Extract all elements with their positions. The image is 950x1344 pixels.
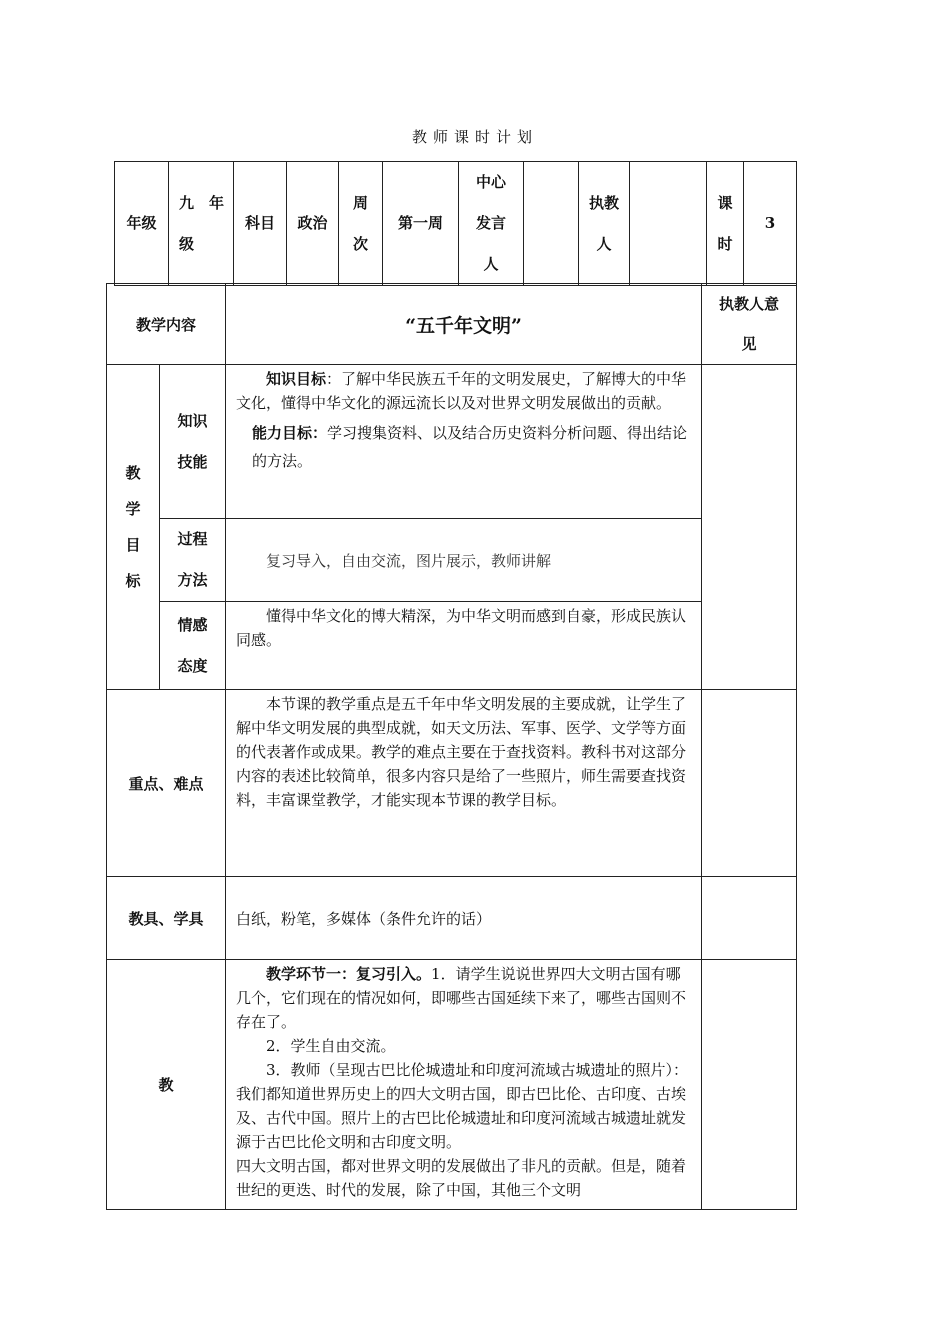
step3: 3．教师（呈现古巴比伦城遗址和印度河流域古城遗址的照片）：我们都知道世界历史上的四大文明古国，即古巴比伦、古印度、古埃及、古代中国。照片上的古巴比伦城遗址和印度河流域古城遗址就发源于古巴比伦文明和古印度文明。 [236,1061,689,1151]
speaker-label-line2: 发言 [475,214,506,232]
teacher-label-line1: 执教 [588,193,619,212]
tools-cell [226,877,702,960]
week-label-line2: 次 [352,234,368,253]
opinion-label [702,284,797,365]
objectives-char-3: 目 [125,536,141,554]
teaching-process-opinion-cell [702,960,797,1210]
tools-label: 教具、学具 [107,877,226,960]
week-value: 第一周 [383,162,459,286]
tools-text: 白纸，粉笔，多媒体（条件允许的话） [236,910,492,928]
process-cell [226,519,702,602]
teaching-process-label: 教 [107,960,226,1210]
objectives-char-1: 教 [125,464,141,482]
grade-value-line2: 级 [179,234,195,253]
knowledge-label-line2: 技能 [177,452,208,471]
speaker-label-line1: 中心 [475,173,506,191]
process-text: 复习导入，自由交流，图片展示，教师讲解 [266,552,552,570]
teacher-label [579,162,630,286]
emotion-label-line2: 态度 [177,656,208,675]
teacher-label-line2: 人 [596,234,612,253]
knowledge-label [160,365,226,519]
knowledge-goal-text: ：了解中华民族五千年的文明发展史，了解博大的中华文化，懂得中华文化的源远流长以及对世界文明发展做出的贡献。 [236,370,687,412]
process-label-line2: 方法 [177,571,208,589]
grade-value-line1: 九 年 [179,193,225,212]
objectives-label [107,365,160,690]
knowledge-goal [226,365,701,415]
key-points-text: 本节课的教学重点是五千年中华文明发展的主要成就，让学生了解中华文明发展的典型成就，如天文历法、军事、医学、文学等方面的代表著作或成果。教学的难点主要在于查找资料。教科书对这部分内容的表述比较简单，很多内容只是给了一些照片，师生需要查找资料，丰富课堂教学，才能实现本节课的教学目标。 [236,695,687,809]
knowledge-cell [226,365,702,519]
tools-opinion-cell [702,877,797,960]
document-title: 教师课时计划 [411,128,538,146]
step3-continued: 四大文明古国，都对世界文明的发展做出了非凡的贡献。但是，随着世纪的更迭、时代的发展，除了中国，其他三个文明 [236,1157,687,1199]
opinion-label-line1: 执教人意 [719,295,780,313]
teacher-value [630,162,707,286]
subject-label: 科目 [234,162,287,286]
objectives-char-4: 标 [125,572,141,590]
emotion-cell [226,602,702,690]
lesson-label-line1: 课 [717,193,733,212]
step1-text: 1．请学生说说世界四大文明古国有哪几个，它们现在的情况如何，即哪些古国延续下来了，哪些古国则不存在了。 [236,965,687,1031]
lesson-title: “五千年文明” [226,284,702,365]
lesson-label [707,162,744,286]
week-label [339,162,383,286]
key-points-cell [226,690,702,877]
knowledge-label-line1: 知识 [177,411,208,430]
process-label-line1: 过程 [177,530,208,548]
week-label-line1: 周 [352,193,368,212]
ability-goal [226,417,701,475]
lesson-label-line2: 时 [717,234,733,253]
subject-value: 政治 [287,162,339,286]
speaker-label [459,162,524,286]
objectives-char-2: 学 [125,500,141,518]
teaching-process-cell [226,960,702,1210]
objectives-opinion-cell [702,365,797,690]
emotion-label-line1: 情感 [177,615,208,634]
key-points-label: 重点、难点 [107,690,226,877]
ability-goal-text: 学习搜集资料、以及结合历史资料分析问题、得出结论的方法。 [252,424,688,470]
knowledge-goal-head: 知识目标 [266,370,327,388]
key-points-opinion-cell [702,690,797,877]
content-label: 教学内容 [107,284,226,365]
ability-goal-head: 能力目标： [252,424,328,442]
grade-value [169,162,234,286]
emotion-text: 懂得中华文化的博大精深，为中华文明而感到自豪，形成民族认同感。 [236,607,687,649]
lesson-value: 3 [744,162,797,286]
header-table [114,161,797,286]
emotion-label [160,602,226,690]
grade-label: 年级 [115,162,169,286]
lesson-plan-table [106,283,797,1210]
step1 [226,960,701,1034]
speaker-value [524,162,579,286]
process-label [160,519,226,602]
step2: 2．学生自由交流。 [266,1037,396,1055]
opinion-label-line2: 见 [741,335,757,353]
step1-head: 教学环节一：复习引入。 [266,965,432,983]
speaker-label-line3: 人 [483,255,499,273]
